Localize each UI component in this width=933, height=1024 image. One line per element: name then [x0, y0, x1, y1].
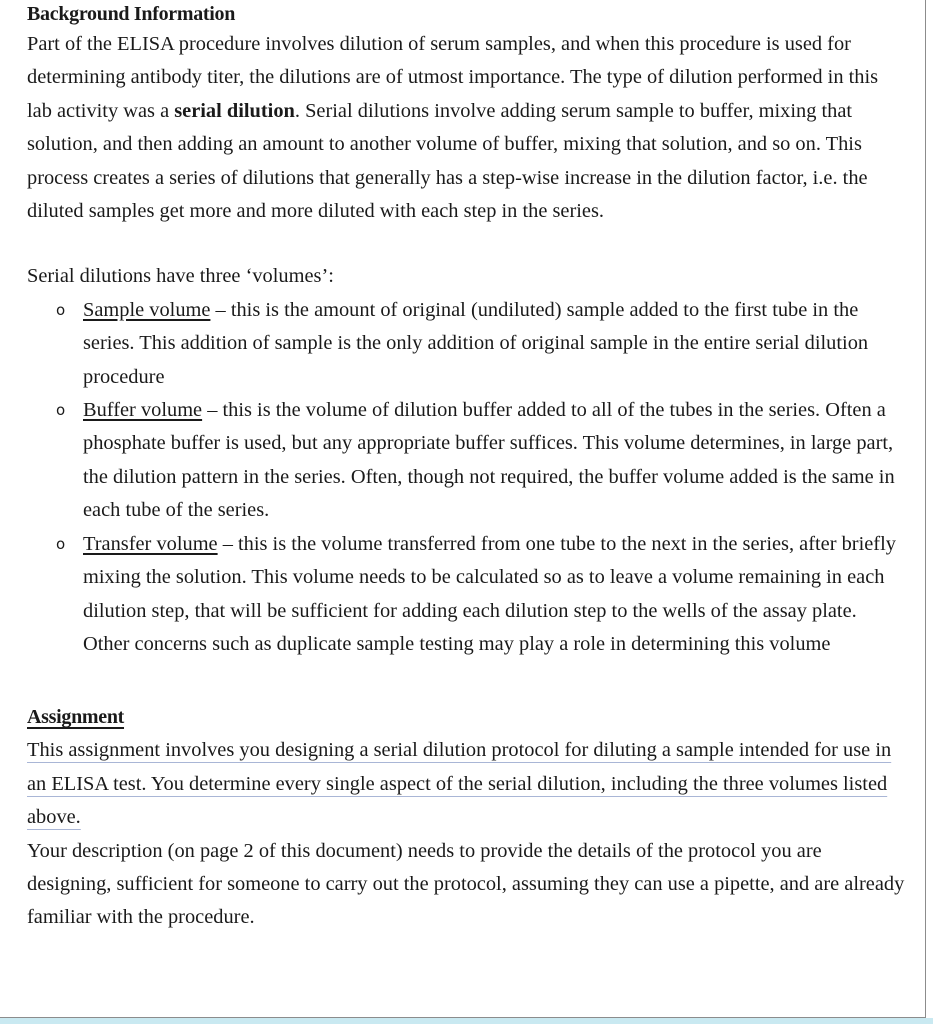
term-buffer-volume: Buffer volume: [83, 399, 203, 422]
list-item-sample-volume: [27, 294, 907, 394]
description-buffer-volume: – this is the volume of dilution buffer added to all of the tubes in the series. Often a phosphate buffer is used, but any appropriate buffer suffices. This volume determines, in large part, the dilution pattern in the series. Often, though not required, the buffer volume added is the same in each tube of the series.: [83, 399, 895, 522]
document-content: [27, 0, 907, 935]
assignment-paragraph-2: Your description (on page 2 of this document) needs to provide the details of the protocol you are designing, sufficient for someone to carry out the protocol, assuming they can use a pipette, and are already familiar with the procedure.: [27, 839, 905, 929]
background-heading: Background Information: [27, 3, 236, 25]
assignment-paragraph-1: [27, 734, 907, 834]
serial-dilution-term: serial dilution: [174, 99, 295, 122]
list-item-transfer-volume: [27, 528, 907, 662]
volumes-intro: Serial dilutions have three ‘volumes’:: [27, 265, 334, 288]
assignment-text-1: This assignment involves you designing a serial dilution protocol for diluting a sample intended for use in an ELISA test. You determine every single aspect of the serial dilution, including the three volumes listed above.: [27, 739, 892, 829]
term-sample-volume: Sample volume: [83, 298, 211, 321]
description-sample-volume: – this is the amount of original (undiluted) sample added to the first tube in the series. This addition of sample is the only addition of original sample in the entire serial dilution procedure: [83, 298, 869, 388]
paragraph-text-end: . Serial dilutions involve adding serum sample to buffer, mixing that solution, and then adding an amount to another volume of buffer, mixing that solution, and so on. This process creates a series of dilutions that generally has a step-wise increase in the dilution factor, i.e. the diluted samples get more and more diluted with each step in the series.: [27, 99, 868, 223]
background-paragraph: [27, 28, 907, 228]
description-transfer-volume: – this is the volume transferred from one tube to the next in the series, after briefly mixing the solution. This volume needs to be calculated so as to leave a volume remaining in each dilution step, that will be sufficient for adding each dilution step to the wells of the assay plate. Other concerns such as duplicate sample testing may play a role in determining this volume: [83, 532, 896, 655]
bullet-icon: o: [56, 534, 66, 553]
bullet-icon: o: [56, 401, 66, 420]
list-item-buffer-volume: [27, 394, 907, 528]
assignment-heading: Assignment: [27, 706, 125, 729]
term-transfer-volume: Transfer volume: [83, 532, 218, 555]
paragraph-text-start: Part of the ELISA procedure involves dilution of serum samples, and when this procedure is used for determining antibody titer, the dilutions are of utmost importance. The type of dilution performed in this lab activity was a: [27, 33, 879, 122]
volumes-list: [27, 294, 907, 661]
bottom-border-strip: [0, 1018, 933, 1024]
bullet-icon: o: [56, 300, 66, 319]
